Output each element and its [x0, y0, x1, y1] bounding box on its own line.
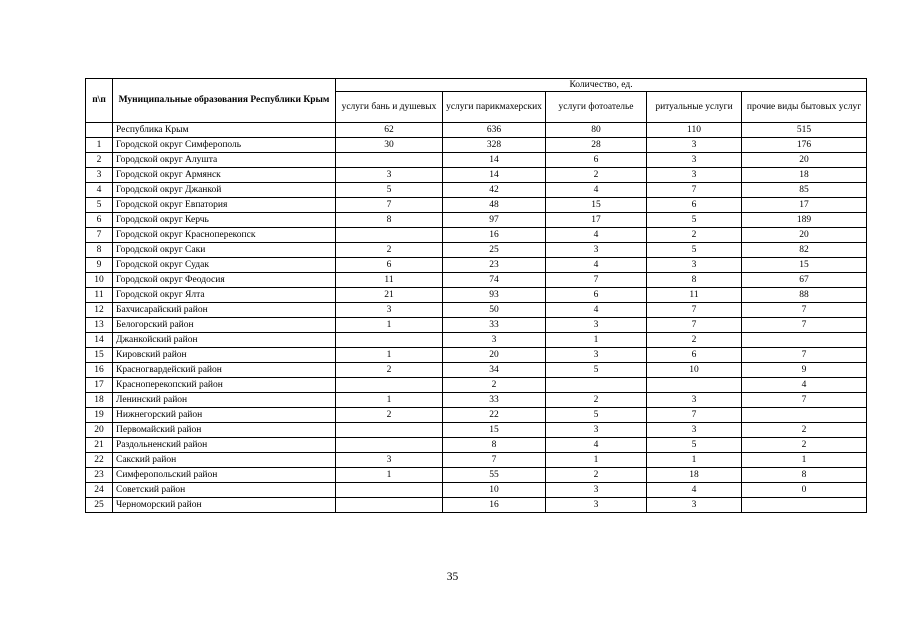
row-number: 10	[86, 273, 113, 288]
value-cell: 80	[546, 123, 647, 138]
header-service-photo: услуги фотоателье	[546, 92, 647, 123]
value-cell: 18	[647, 468, 742, 483]
value-cell: 3	[546, 243, 647, 258]
row-number: 19	[86, 408, 113, 423]
value-cell: 8	[647, 273, 742, 288]
table-row	[86, 213, 867, 228]
value-cell: 7	[336, 198, 443, 213]
value-cell: 16	[443, 498, 546, 513]
value-cell: 6	[647, 348, 742, 363]
value-cell	[336, 438, 443, 453]
header-service-baths: услуги бань и душевых	[336, 92, 443, 123]
value-cell: 10	[443, 483, 546, 498]
row-number: 9	[86, 258, 113, 273]
value-cell: 15	[742, 258, 867, 273]
value-cell: 23	[443, 258, 546, 273]
header-municipality: Муниципальные образования Республики Крым	[113, 79, 336, 123]
value-cell: 5	[647, 213, 742, 228]
value-cell: 1	[336, 318, 443, 333]
value-cell: 5	[647, 438, 742, 453]
table-row	[86, 318, 867, 333]
table-row	[86, 123, 867, 138]
value-cell: 3	[546, 498, 647, 513]
municipality-name: Сакский район	[113, 453, 336, 468]
value-cell: 3	[546, 423, 647, 438]
table-row	[86, 183, 867, 198]
value-cell: 7	[443, 453, 546, 468]
value-cell	[336, 498, 443, 513]
table-row	[86, 453, 867, 468]
value-cell: 6	[647, 198, 742, 213]
table-row	[86, 138, 867, 153]
services-table	[85, 78, 867, 513]
value-cell: 1	[647, 453, 742, 468]
value-cell: 2	[647, 228, 742, 243]
value-cell: 5	[336, 183, 443, 198]
municipality-name: Первомайский район	[113, 423, 336, 438]
value-cell: 110	[647, 123, 742, 138]
row-number: 4	[86, 183, 113, 198]
value-cell: 3	[336, 453, 443, 468]
value-cell: 14	[443, 153, 546, 168]
value-cell: 2	[647, 333, 742, 348]
value-cell: 85	[742, 183, 867, 198]
table-row	[86, 438, 867, 453]
value-cell: 6	[546, 153, 647, 168]
value-cell: 2	[546, 393, 647, 408]
value-cell: 33	[443, 318, 546, 333]
table-row	[86, 483, 867, 498]
value-cell: 5	[546, 363, 647, 378]
value-cell: 515	[742, 123, 867, 138]
value-cell: 2	[443, 378, 546, 393]
value-cell: 4	[546, 438, 647, 453]
table-row	[86, 393, 867, 408]
municipality-name: Городской округ Красноперекопск	[113, 228, 336, 243]
value-cell: 1	[336, 468, 443, 483]
value-cell	[336, 228, 443, 243]
table-row	[86, 333, 867, 348]
value-cell	[647, 378, 742, 393]
row-number: 13	[86, 318, 113, 333]
value-cell: 8	[336, 213, 443, 228]
value-cell: 21	[336, 288, 443, 303]
municipality-name: Городской округ Керчь	[113, 213, 336, 228]
table-row	[86, 258, 867, 273]
municipality-name: Советский район	[113, 483, 336, 498]
municipality-name: Кировский район	[113, 348, 336, 363]
value-cell: 16	[443, 228, 546, 243]
value-cell	[336, 333, 443, 348]
value-cell: 3	[336, 168, 443, 183]
value-cell: 4	[546, 258, 647, 273]
value-cell: 67	[742, 273, 867, 288]
value-cell: 74	[443, 273, 546, 288]
table-row	[86, 228, 867, 243]
value-cell: 7	[742, 393, 867, 408]
value-cell	[742, 498, 867, 513]
page-number: 35	[446, 571, 459, 583]
table-row	[86, 198, 867, 213]
value-cell	[336, 483, 443, 498]
value-cell: 8	[443, 438, 546, 453]
value-cell: 7	[742, 348, 867, 363]
header-service-hairdressers: услуги парикмахерских	[443, 92, 546, 123]
value-cell	[336, 423, 443, 438]
table-row	[86, 468, 867, 483]
value-cell: 3	[546, 483, 647, 498]
value-cell: 15	[546, 198, 647, 213]
table-row	[86, 288, 867, 303]
value-cell: 17	[546, 213, 647, 228]
row-number: 3	[86, 168, 113, 183]
municipality-name: Ленинский район	[113, 393, 336, 408]
value-cell: 0	[742, 483, 867, 498]
municipality-name: Городской округ Ялта	[113, 288, 336, 303]
value-cell: 6	[546, 288, 647, 303]
table-row	[86, 303, 867, 318]
value-cell: 34	[443, 363, 546, 378]
value-cell: 3	[647, 423, 742, 438]
row-number: 8	[86, 243, 113, 258]
row-number: 14	[86, 333, 113, 348]
value-cell: 3	[647, 153, 742, 168]
value-cell: 4	[546, 183, 647, 198]
value-cell: 176	[742, 138, 867, 153]
value-cell: 2	[336, 243, 443, 258]
header-service-other: прочие виды бытовых услуг	[742, 92, 867, 123]
value-cell: 7	[647, 408, 742, 423]
table-row	[86, 168, 867, 183]
table-row	[86, 363, 867, 378]
value-cell	[742, 408, 867, 423]
municipality-name: Республика Крым	[113, 123, 336, 138]
row-number: 7	[86, 228, 113, 243]
value-cell: 1	[336, 348, 443, 363]
value-cell: 33	[443, 393, 546, 408]
value-cell: 88	[742, 288, 867, 303]
value-cell: 55	[443, 468, 546, 483]
value-cell: 7	[647, 318, 742, 333]
value-cell: 3	[443, 333, 546, 348]
value-cell: 1	[546, 453, 647, 468]
value-cell: 15	[443, 423, 546, 438]
row-number: 5	[86, 198, 113, 213]
row-number: 11	[86, 288, 113, 303]
municipality-name: Городской округ Судак	[113, 258, 336, 273]
row-number	[86, 123, 113, 138]
value-cell: 2	[546, 468, 647, 483]
value-cell: 28	[546, 138, 647, 153]
value-cell: 22	[443, 408, 546, 423]
row-number: 22	[86, 453, 113, 468]
value-cell: 1	[742, 453, 867, 468]
value-cell: 4	[742, 378, 867, 393]
value-cell: 7	[647, 183, 742, 198]
value-cell: 17	[742, 198, 867, 213]
table-body	[86, 123, 867, 513]
value-cell: 7	[742, 303, 867, 318]
row-number: 21	[86, 438, 113, 453]
value-cell: 6	[336, 258, 443, 273]
value-cell: 10	[647, 363, 742, 378]
value-cell: 11	[336, 273, 443, 288]
value-cell: 3	[546, 318, 647, 333]
value-cell: 2	[742, 423, 867, 438]
value-cell: 4	[546, 228, 647, 243]
value-cell: 11	[647, 288, 742, 303]
municipality-name: Красногвардейский район	[113, 363, 336, 378]
value-cell: 189	[742, 213, 867, 228]
value-cell: 2	[546, 168, 647, 183]
value-cell: 82	[742, 243, 867, 258]
table-row	[86, 243, 867, 258]
table-row	[86, 498, 867, 513]
table-row	[86, 348, 867, 363]
row-number: 1	[86, 138, 113, 153]
value-cell: 62	[336, 123, 443, 138]
value-cell: 93	[443, 288, 546, 303]
municipality-name: Джанкойский район	[113, 333, 336, 348]
value-cell	[546, 378, 647, 393]
municipality-name: Городской округ Джанкой	[113, 183, 336, 198]
table-row	[86, 423, 867, 438]
value-cell	[336, 378, 443, 393]
value-cell: 2	[336, 363, 443, 378]
municipality-name: Городской округ Алушта	[113, 153, 336, 168]
header-service-ritual: ритуальные услуги	[647, 92, 742, 123]
row-number: 17	[86, 378, 113, 393]
value-cell: 25	[443, 243, 546, 258]
municipality-name: Городской округ Феодосия	[113, 273, 336, 288]
value-cell: 1	[336, 393, 443, 408]
value-cell: 3	[546, 348, 647, 363]
row-number: 23	[86, 468, 113, 483]
row-number: 18	[86, 393, 113, 408]
value-cell: 7	[647, 303, 742, 318]
value-cell: 2	[336, 408, 443, 423]
municipality-name: Городской округ Армянск	[113, 168, 336, 183]
row-number: 25	[86, 498, 113, 513]
table-row	[86, 153, 867, 168]
municipality-name: Бахчисарайский район	[113, 303, 336, 318]
value-cell: 50	[443, 303, 546, 318]
value-cell: 3	[647, 498, 742, 513]
row-number: 24	[86, 483, 113, 498]
municipality-name: Нижнегорский район	[113, 408, 336, 423]
table-row	[86, 273, 867, 288]
value-cell: 3	[336, 303, 443, 318]
value-cell: 14	[443, 168, 546, 183]
municipality-name: Городской округ Саки	[113, 243, 336, 258]
table-row	[86, 378, 867, 393]
value-cell: 7	[742, 318, 867, 333]
value-cell: 9	[742, 363, 867, 378]
municipality-name: Городской округ Евпатория	[113, 198, 336, 213]
table-row	[86, 408, 867, 423]
municipality-name: Красноперекопский район	[113, 378, 336, 393]
value-cell: 5	[546, 408, 647, 423]
row-number: 12	[86, 303, 113, 318]
value-cell: 1	[546, 333, 647, 348]
value-cell	[336, 153, 443, 168]
municipality-name: Городской округ Симферополь	[113, 138, 336, 153]
value-cell: 3	[647, 138, 742, 153]
municipality-name: Раздольненский район	[113, 438, 336, 453]
row-number: 20	[86, 423, 113, 438]
row-number: 6	[86, 213, 113, 228]
value-cell: 48	[443, 198, 546, 213]
header-quantity: Количество, ед.	[336, 79, 867, 92]
value-cell: 3	[647, 168, 742, 183]
value-cell: 20	[742, 228, 867, 243]
value-cell: 20	[443, 348, 546, 363]
row-number: 2	[86, 153, 113, 168]
value-cell: 5	[647, 243, 742, 258]
municipality-name: Черноморский район	[113, 498, 336, 513]
row-number: 16	[86, 363, 113, 378]
municipality-name: Белогорский район	[113, 318, 336, 333]
value-cell: 328	[443, 138, 546, 153]
value-cell: 97	[443, 213, 546, 228]
value-cell: 20	[742, 153, 867, 168]
value-cell: 30	[336, 138, 443, 153]
value-cell: 4	[647, 483, 742, 498]
value-cell: 8	[742, 468, 867, 483]
value-cell: 4	[546, 303, 647, 318]
value-cell: 636	[443, 123, 546, 138]
value-cell: 18	[742, 168, 867, 183]
value-cell: 42	[443, 183, 546, 198]
header-num: п\п	[86, 79, 113, 123]
value-cell: 2	[742, 438, 867, 453]
row-number: 15	[86, 348, 113, 363]
municipality-name: Симферопольский район	[113, 468, 336, 483]
value-cell: 7	[546, 273, 647, 288]
value-cell: 3	[647, 258, 742, 273]
value-cell	[742, 333, 867, 348]
value-cell: 3	[647, 393, 742, 408]
table-header	[86, 79, 867, 123]
